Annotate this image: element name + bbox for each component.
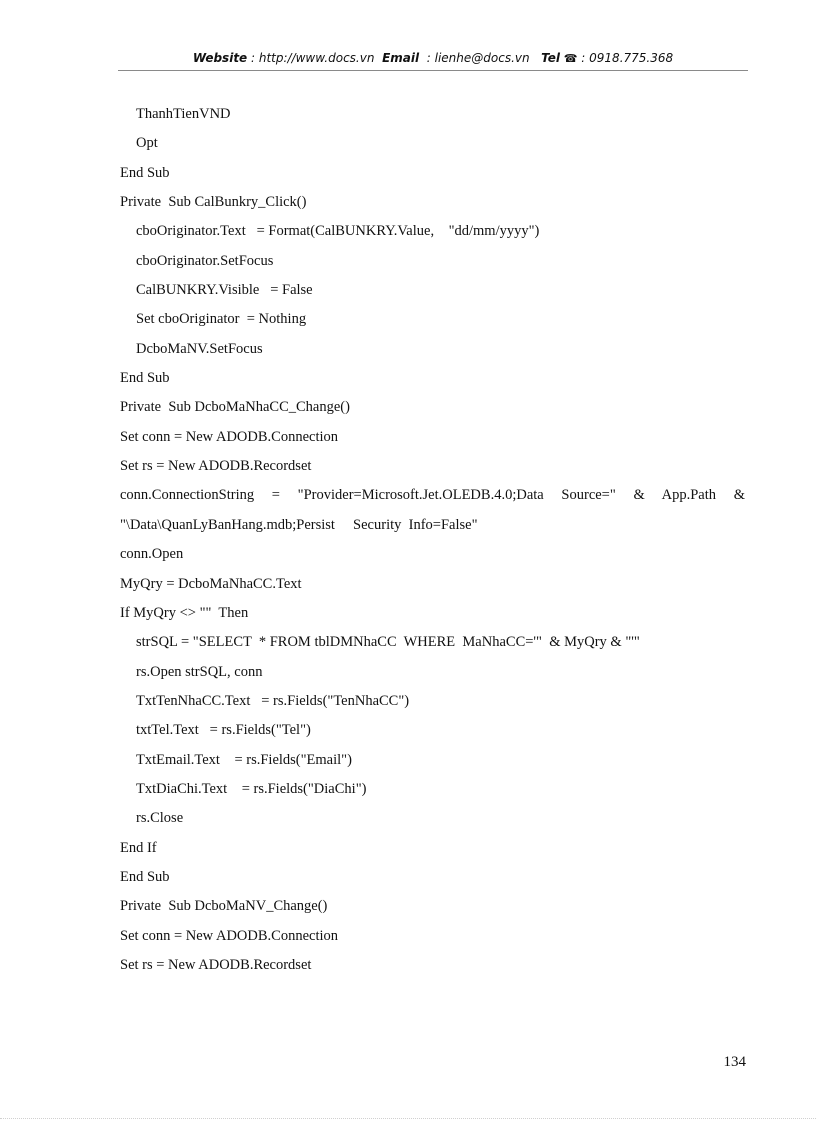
code-line: TxtDiaChi.Text = rs.Fields("DiaChi") [136, 780, 367, 797]
code-line: End If [120, 839, 157, 856]
code-line: DcboMaNV.SetFocus [136, 340, 263, 357]
page-header [118, 51, 748, 71]
header-divider [118, 70, 748, 71]
tel-number: 0918.775.368 [589, 51, 674, 65]
code-line: Private Sub CalBunkry_Click() [120, 194, 307, 211]
tel-separator: : [577, 51, 590, 65]
code-line: End Sub [120, 370, 170, 387]
code-line: rs.Close [136, 810, 184, 827]
email-address[interactable]: lienhe@docs.vn [434, 51, 530, 65]
code-line: txtTel.Text = rs.Fields("Tel") [136, 722, 311, 739]
code-line: MyQry = DcboMaNhaCC.Text [120, 575, 302, 592]
code-listing [120, 102, 760, 982]
code-line: If MyQry <> "" Then [120, 604, 249, 621]
page-bottom-edge [0, 1118, 816, 1119]
code-line: Set rs = New ADODB.Recordset [120, 956, 312, 973]
code-line: Opt [136, 135, 158, 152]
code-line: ThanhTienVND [136, 106, 231, 122]
code-line: End Sub [120, 164, 170, 181]
code-line: End Sub [120, 868, 170, 885]
code-line: TxtEmail.Text = rs.Fields("Email") [136, 751, 352, 768]
code-line: rs.Open strSQL, conn [136, 663, 263, 680]
code-line: Set conn = New ADODB.Connection [120, 428, 339, 445]
code-line: CalBUNKRY.Visible = False [136, 282, 313, 299]
website-label: Website [192, 51, 248, 65]
website-url[interactable]: http://www.docs.vn [258, 51, 375, 65]
code-line: Private Sub DcboMaNhaCC_Change() [120, 399, 350, 416]
code-line: conn.Open [120, 546, 184, 563]
email-label: Email [382, 51, 420, 65]
phone-icon: ☎ [563, 52, 578, 65]
page-number: 134 [723, 1054, 746, 1070]
code-line: Set rs = New ADODB.Recordset [120, 458, 312, 475]
code-line: "\Data\QuanLyBanHang.mdb;Persist Security Info=False" [120, 516, 478, 533]
tel-label: Tel [541, 51, 560, 65]
code-line: cboOriginator.Text = Format(CalBUNKRY.Value, "dd/mm/yyyy") [136, 223, 540, 240]
code-line: Private Sub DcboMaNV_Change() [120, 898, 328, 915]
code-line: Set conn = New ADODB.Connection [120, 927, 339, 944]
email-separator: : [422, 51, 435, 65]
website-separator: : [247, 51, 259, 65]
code-line: cboOriginator.SetFocus [136, 252, 274, 269]
code-line: strSQL = "SELECT * FROM tblDMNhaCC WHERE MaNhaCC='" & MyQry & "'" [136, 634, 640, 651]
code-line: Set cboOriginator = Nothing [136, 311, 307, 328]
code-line: conn.ConnectionString = "Provider=Microsoft.Jet.OLEDB.4.0;Data Source=" & App.Path & [120, 487, 745, 504]
code-line: TxtTenNhaCC.Text = rs.Fields("TenNhaCC") [136, 692, 410, 709]
